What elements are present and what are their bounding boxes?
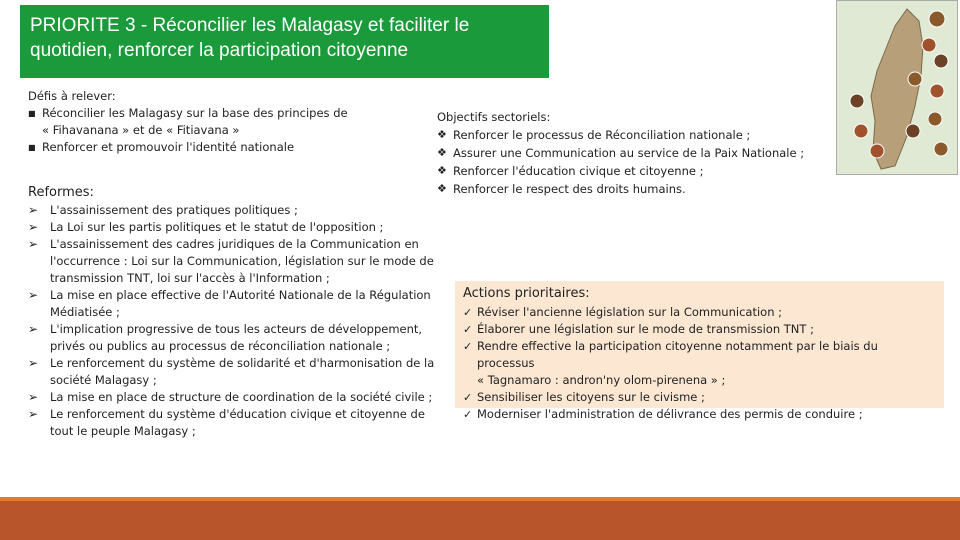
reformes-item-text: société Malagasy ; [50,373,157,387]
arrowhead-bullet-icon-spacer [28,304,50,321]
objectifs-item [437,126,807,144]
arrowhead-bullet-icon: ➢ [28,322,39,336]
reformes-item [28,406,438,423]
reformes-item-continuation [28,304,438,321]
defis-heading: Défis à relever: [28,89,116,103]
diamond-bullet-icon: ❖ [437,146,447,159]
actions-item [463,406,936,423]
defis-item [28,105,408,122]
arrowhead-bullet-icon-spacer [28,372,50,389]
reformes-item-text: L'implication progressive de tous les acteurs de développement, [50,322,423,336]
defis-item [28,139,408,156]
defis-item-text: Réconcilier les Malagasy sur la base des principes de [42,106,348,120]
checkmark-icon: ✓ [463,391,473,404]
reformes-item [28,389,438,406]
reformes-item-continuation [28,253,438,270]
actions-item [463,304,936,321]
diamond-bullet-icon: ❖ [437,182,447,195]
arrowhead-bullet-icon: ➢ [28,220,39,234]
reformes-item-continuation [28,372,438,389]
actions-item [463,338,936,372]
objectifs-item-text: Renforcer l'éducation civique et citoyenne ; [453,164,704,178]
reformes-list [28,202,438,440]
arrowhead-bullet-icon-spacer [28,253,50,270]
actions-item [463,321,936,338]
reformes-item-continuation [28,270,438,287]
square-bullet-icon: ■ [28,143,36,152]
reformes-item-text: tout le peuple Malagasy ; [50,424,196,438]
objectifs-item-text: Renforcer le respect des droits humains. [453,182,686,196]
footer-bar [0,501,960,540]
square-bullet-icon: ■ [28,109,36,118]
reformes-item-text: Médiatisée ; [50,305,120,319]
checkmark-icon-spacer [463,372,477,389]
objectifs-item [437,144,807,162]
objectifs-item-text: Renforcer le processus de Réconciliation nationale ; [453,128,751,142]
reformes-item [28,321,438,338]
objectifs-item-text: Assurer une Communication au service de la Paix Nationale ; [453,146,805,160]
reformes-item [28,236,438,253]
slide-title-box [20,5,549,78]
reformes-item-text: La mise en place effective de l'Autorité Nationale de la Régulation [50,288,431,302]
diamond-bullet-icon: ❖ [437,164,447,177]
checkmark-icon: ✓ [463,323,473,336]
objectifs-section [437,108,807,198]
madagascar-map-graphic [837,1,958,175]
actions-item-continuation [463,372,936,389]
reformes-item [28,287,438,304]
reformes-item-text: La mise en place de structure de coordination de la société civile ; [50,390,433,404]
defis-item-text: Renforcer et promouvoir l'identité nationale [42,140,295,154]
reformes-item-continuation [28,423,438,440]
actions-item-text: « Tagnamaro : andron'ny olom-pirenena » ; [477,373,726,387]
reformes-item-text: l'occurrence : Loi sur la Communication, législation sur le mode de [50,254,434,268]
slide-title-line1: PRIORITE 3 - Réconcilier les Malagasy et faciliter le [30,15,470,36]
reformes-item [28,219,438,236]
madagascar-map-image [836,0,958,175]
arrowhead-bullet-icon: ➢ [28,407,39,421]
reformes-heading: Reformes: [28,185,94,200]
arrowhead-bullet-icon: ➢ [28,237,39,251]
arrowhead-bullet-icon: ➢ [28,288,39,302]
reformes-item-text: L'assainissement des pratiques politiques ; [50,203,298,217]
slide-title-line2: quotidien, renforcer la participation citoyenne [30,40,409,61]
checkmark-icon: ✓ [463,306,473,319]
reformes-item-text: Le renforcement du système de solidarité et d'harmonisation de la [50,356,435,370]
actions-list [463,304,936,423]
reformes-item [28,202,438,219]
objectifs-item [437,180,807,198]
reformes-item-text: La Loi sur les partis politiques et le statut de l'opposition ; [50,220,384,234]
reformes-item-text: transmission TNT, loi sur l'accès à l'Information ; [50,271,330,285]
reformes-item-continuation [28,338,438,355]
actions-heading: Actions prioritaires: [463,286,590,301]
arrowhead-bullet-icon: ➢ [28,203,39,217]
arrowhead-bullet-icon: ➢ [28,356,39,370]
actions-item-text: Moderniser l'administration de délivrance des permis de conduire ; [477,407,863,421]
diamond-bullet-icon: ❖ [437,128,447,141]
arrowhead-bullet-icon: ➢ [28,390,39,404]
actions-item-text: Sensibiliser les citoyens sur le civisme ; [477,390,705,404]
reformes-item-text: L'assainissement des cadres juridiques de la Communication en [50,237,419,251]
arrowhead-bullet-icon-spacer [28,270,50,287]
defis-item-continuation: « Fihavanana » et de « Fitiavana » [42,123,240,137]
actions-item-text: Rendre effective la participation citoyenne notamment par le biais du processus [477,339,878,370]
checkmark-icon: ✓ [463,340,473,353]
arrowhead-bullet-icon-spacer [28,423,50,440]
checkmark-icon: ✓ [463,408,473,421]
reformes-item-text: privés ou publics au processus de réconciliation nationale ; [50,339,391,353]
reformes-item [28,355,438,372]
actions-item-text: Réviser l'ancienne législation sur la Communication ; [477,305,783,319]
objectifs-list [437,126,807,198]
actions-item [463,389,936,406]
objectifs-item [437,162,807,180]
arrowhead-bullet-icon-spacer [28,338,50,355]
actions-prioritaires-box [455,281,944,421]
objectifs-heading: Objectifs sectoriels: [437,110,551,124]
reformes-item-text: Le renforcement du système d'éducation civique et citoyenne de [50,407,425,421]
defis-section [28,88,408,156]
actions-item-text: Élaborer une législation sur le mode de transmission TNT ; [477,322,814,336]
